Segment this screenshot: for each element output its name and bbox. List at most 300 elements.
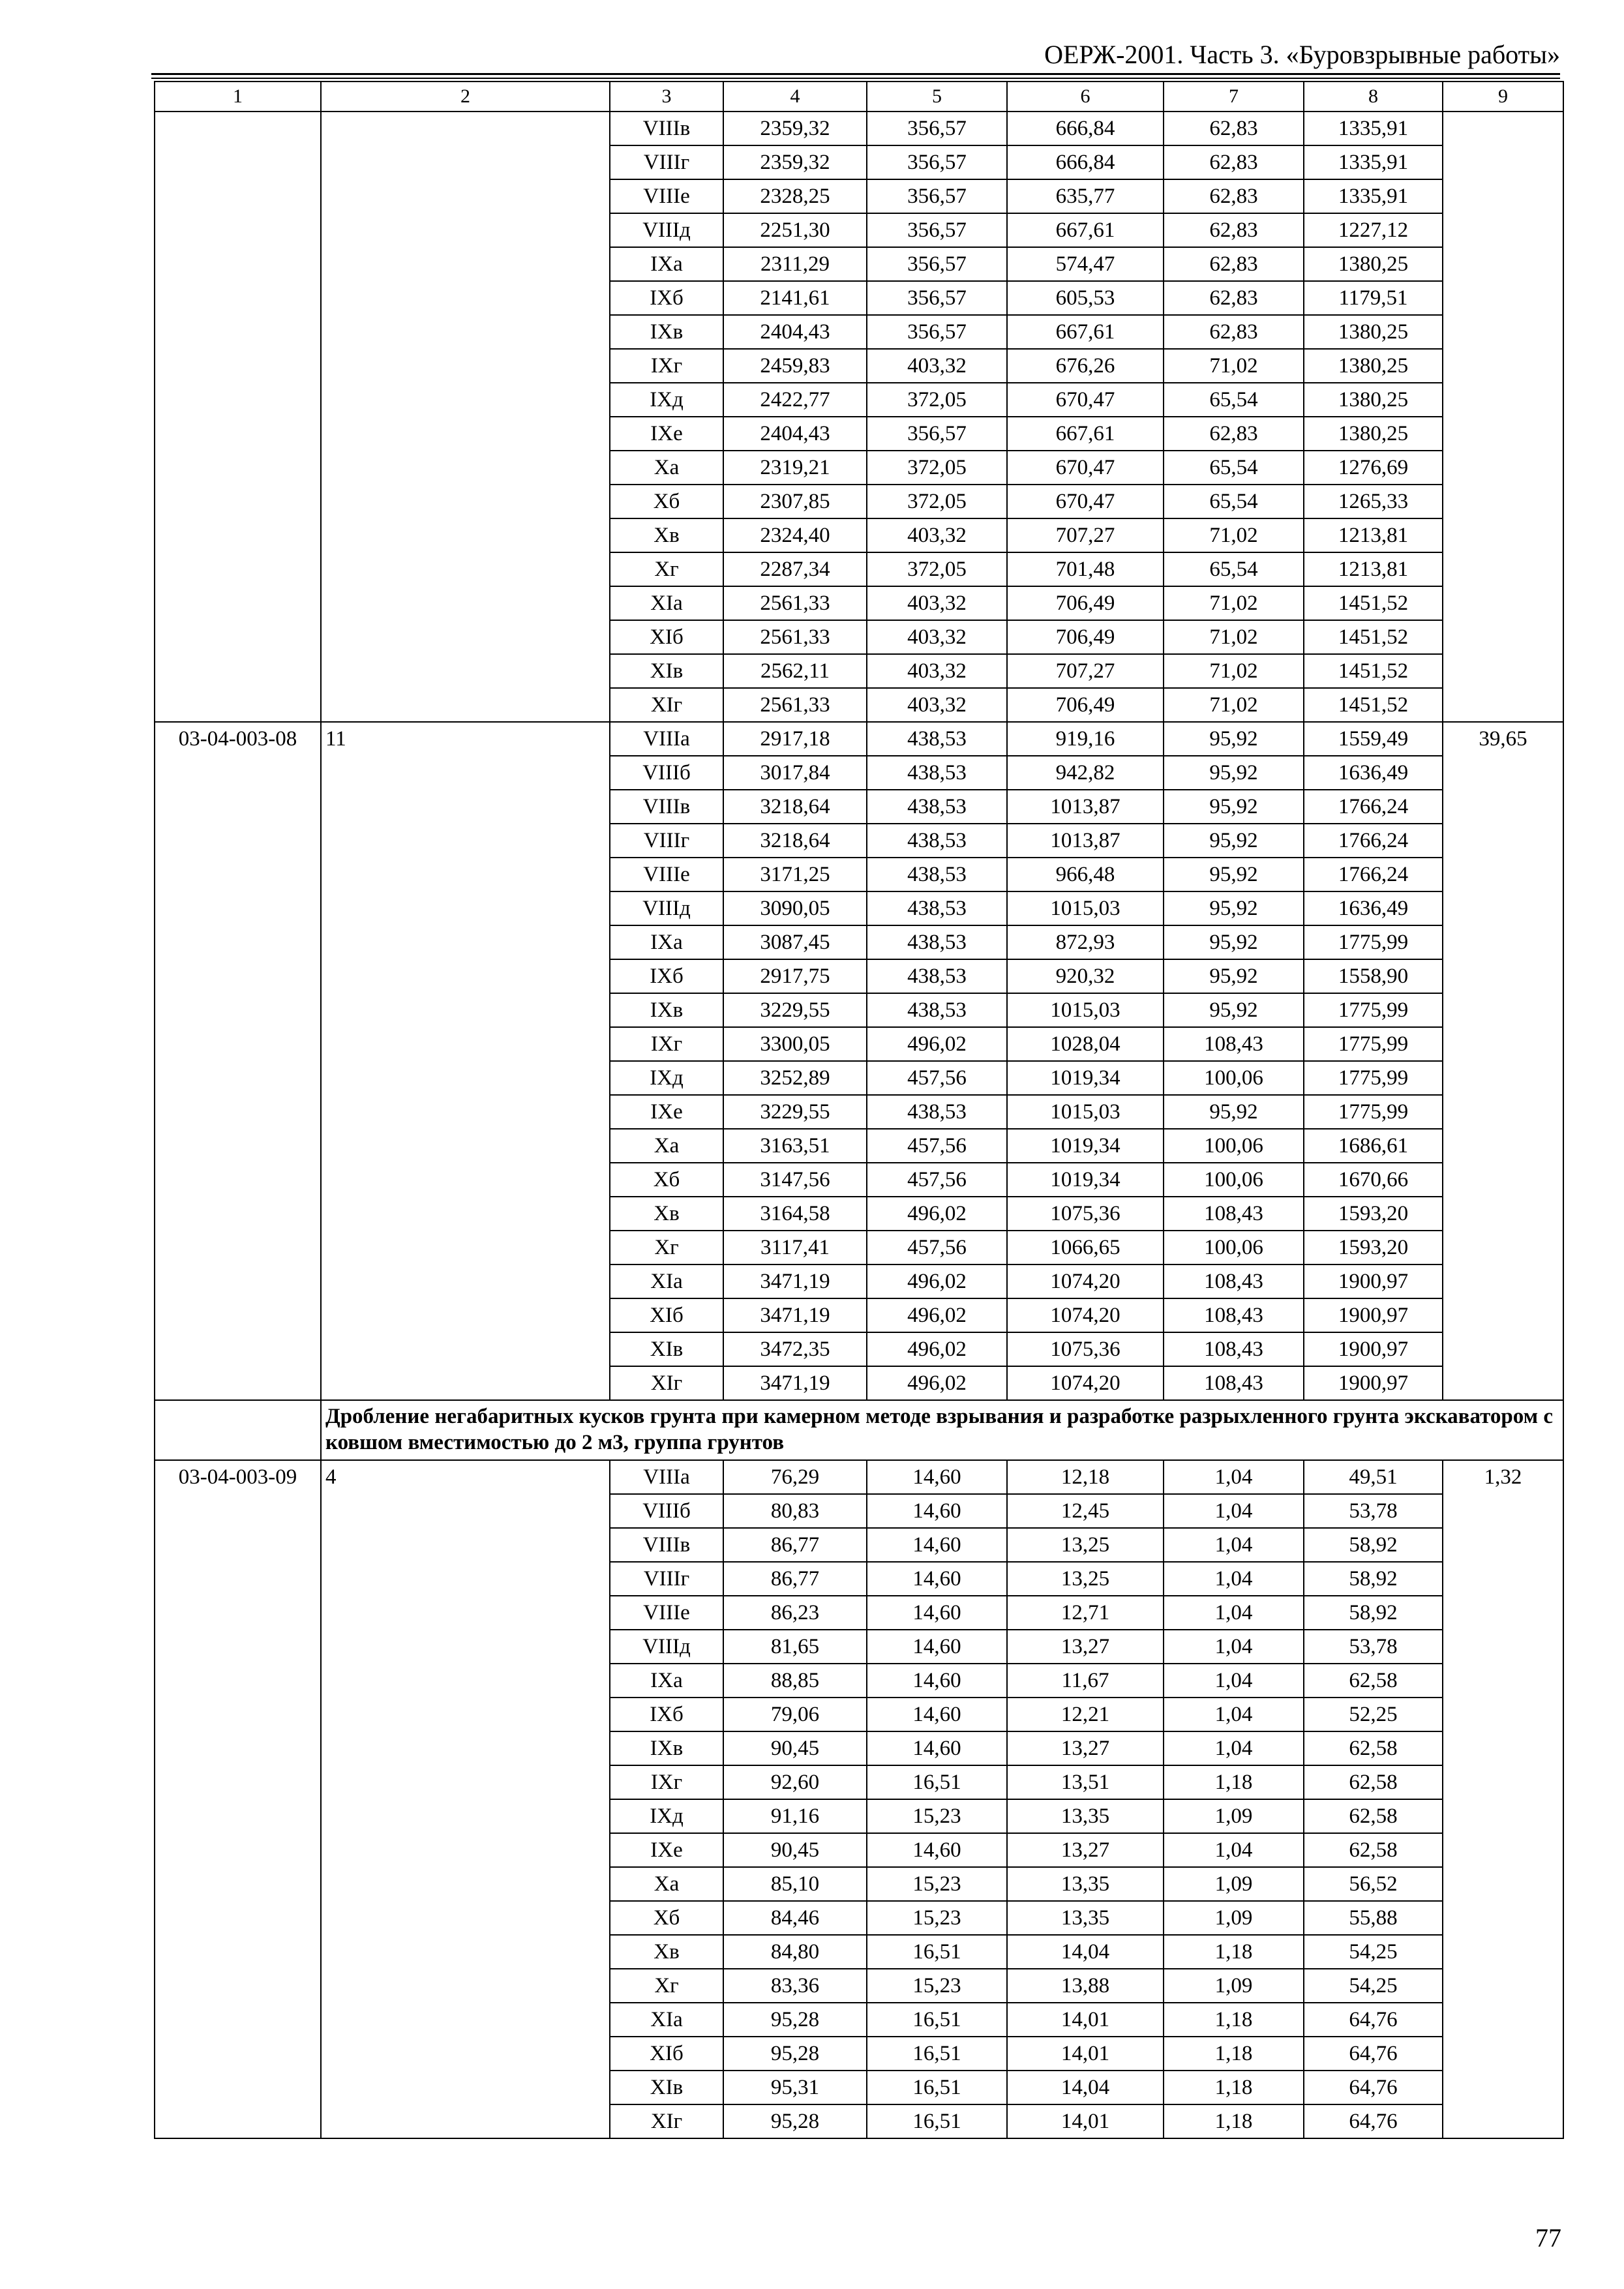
soil-group-cell: IXб (610, 281, 723, 315)
soil-group-cell: IXд (610, 1799, 723, 1833)
value-cell: 372,05 (867, 383, 1007, 417)
value-cell: 457,56 (867, 1061, 1007, 1095)
value-cell: 1,18 (1164, 2104, 1304, 2138)
soil-group-cell: VIIIг (610, 1562, 723, 1596)
value-cell: 3471,19 (723, 1298, 867, 1332)
value-cell: 438,53 (867, 891, 1007, 925)
value-cell: 1335,91 (1304, 145, 1443, 179)
soil-group-cell: IXг (610, 1027, 723, 1061)
value-cell: 457,56 (867, 1129, 1007, 1163)
value-cell: 457,56 (867, 1231, 1007, 1264)
soil-group-cell: IXа (610, 1664, 723, 1698)
soil-group-cell: IXв (610, 993, 723, 1027)
value-cell: 1,04 (1164, 1833, 1304, 1867)
value-cell: 2422,77 (723, 383, 867, 417)
soil-group-cell: Xа (610, 1867, 723, 1901)
value-cell: 54,25 (1304, 1935, 1443, 1969)
value-cell: 13,88 (1007, 1969, 1164, 2003)
value-cell: 1900,97 (1304, 1332, 1443, 1366)
soil-group-cell: XIв (610, 654, 723, 688)
value-cell: 356,57 (867, 179, 1007, 213)
value-cell: 62,58 (1304, 1765, 1443, 1799)
value-cell: 1015,03 (1007, 891, 1164, 925)
value-cell: 3171,25 (723, 858, 867, 891)
value-cell: 706,49 (1007, 586, 1164, 620)
value-cell: 1,09 (1164, 1969, 1304, 2003)
value-cell: 1900,97 (1304, 1298, 1443, 1332)
column-number: 2 (321, 82, 610, 112)
value-cell: 16,51 (867, 2104, 1007, 2138)
soil-group-cell: VIIIв (610, 790, 723, 824)
value-cell: 14,60 (867, 1833, 1007, 1867)
value-cell: 1265,33 (1304, 485, 1443, 518)
value-cell: 71,02 (1164, 688, 1304, 722)
value-cell: 1019,34 (1007, 1163, 1164, 1197)
value-cell: 1179,51 (1304, 281, 1443, 315)
value-cell: 635,77 (1007, 179, 1164, 213)
value-cell: 54,25 (1304, 1969, 1443, 2003)
value-cell: 64,76 (1304, 2071, 1443, 2104)
value-cell: 1636,49 (1304, 756, 1443, 790)
value-cell: 1015,03 (1007, 993, 1164, 1027)
value-cell: 80,83 (723, 1494, 867, 1528)
value-cell: 95,28 (723, 2037, 867, 2071)
code-cell (155, 112, 321, 722)
num-cell (321, 112, 610, 722)
value-cell: 372,05 (867, 552, 1007, 586)
value-cell: 356,57 (867, 145, 1007, 179)
value-cell: 1766,24 (1304, 790, 1443, 824)
soil-group-cell: XIа (610, 1264, 723, 1298)
value-cell: 3017,84 (723, 756, 867, 790)
table-row (155, 1460, 1563, 1494)
value-cell: 52,25 (1304, 1698, 1443, 1731)
col9-cell (1443, 112, 1563, 722)
value-cell: 13,25 (1007, 1562, 1164, 1596)
value-cell: 1074,20 (1007, 1298, 1164, 1332)
value-cell: 403,32 (867, 518, 1007, 552)
value-cell: 13,25 (1007, 1528, 1164, 1562)
value-cell: 14,60 (867, 1630, 1007, 1664)
column-number: 6 (1007, 82, 1164, 112)
soil-group-cell: IXг (610, 1765, 723, 1799)
header-rule-thin (151, 78, 1560, 79)
soil-group-cell: VIIIб (610, 756, 723, 790)
value-cell: 85,10 (723, 1867, 867, 1901)
value-cell: 64,76 (1304, 2003, 1443, 2037)
value-cell: 1213,81 (1304, 552, 1443, 586)
value-cell: 71,02 (1164, 518, 1304, 552)
value-cell: 1213,81 (1304, 518, 1443, 552)
value-cell: 1013,87 (1007, 790, 1164, 824)
value-cell: 1686,61 (1304, 1129, 1443, 1163)
value-cell: 14,60 (867, 1596, 1007, 1630)
soil-group-cell: IXе (610, 417, 723, 451)
value-cell: 65,54 (1164, 451, 1304, 485)
value-cell: 1559,49 (1304, 722, 1443, 756)
value-cell: 62,58 (1304, 1799, 1443, 1833)
column-number-row (155, 82, 1563, 112)
value-cell: 76,29 (723, 1460, 867, 1494)
value-cell: 438,53 (867, 790, 1007, 824)
value-cell: 403,32 (867, 586, 1007, 620)
value-cell: 13,27 (1007, 1731, 1164, 1765)
value-cell: 12,45 (1007, 1494, 1164, 1528)
value-cell: 372,05 (867, 451, 1007, 485)
value-cell: 15,23 (867, 1867, 1007, 1901)
value-cell: 86,23 (723, 1596, 867, 1630)
value-cell: 1380,25 (1304, 247, 1443, 281)
value-cell: 1636,49 (1304, 891, 1443, 925)
value-cell: 16,51 (867, 1935, 1007, 1969)
value-cell: 3471,19 (723, 1264, 867, 1298)
value-cell: 3300,05 (723, 1027, 867, 1061)
value-cell: 79,06 (723, 1698, 867, 1731)
value-cell: 2917,18 (723, 722, 867, 756)
value-cell: 100,06 (1164, 1061, 1304, 1095)
value-cell: 14,60 (867, 1698, 1007, 1731)
value-cell: 1451,52 (1304, 620, 1443, 654)
soil-group-cell: IXе (610, 1095, 723, 1129)
value-cell: 3117,41 (723, 1231, 867, 1264)
value-cell: 1,18 (1164, 1765, 1304, 1799)
value-cell: 1066,65 (1007, 1231, 1164, 1264)
value-cell: 1,18 (1164, 2037, 1304, 2071)
table-row (155, 112, 1563, 145)
value-cell: 1,09 (1164, 1901, 1304, 1935)
value-cell: 667,61 (1007, 315, 1164, 349)
value-cell: 1,09 (1164, 1799, 1304, 1833)
value-cell: 14,60 (867, 1528, 1007, 1562)
soil-group-cell: XIа (610, 586, 723, 620)
soil-group-cell: Xг (610, 552, 723, 586)
value-cell: 1775,99 (1304, 993, 1443, 1027)
value-cell: 71,02 (1164, 620, 1304, 654)
value-cell: 3163,51 (723, 1129, 867, 1163)
value-cell: 16,51 (867, 2071, 1007, 2104)
value-cell: 1670,66 (1304, 1163, 1443, 1197)
value-cell: 71,02 (1164, 586, 1304, 620)
column-number: 3 (610, 82, 723, 112)
soil-group-cell: IXд (610, 383, 723, 417)
section-row (155, 1400, 1563, 1460)
value-cell: 62,58 (1304, 1731, 1443, 1765)
value-cell: 58,92 (1304, 1596, 1443, 1630)
value-cell: 13,51 (1007, 1765, 1164, 1799)
value-cell: 16,51 (867, 2037, 1007, 2071)
value-cell: 438,53 (867, 722, 1007, 756)
value-cell: 2307,85 (723, 485, 867, 518)
value-cell: 666,84 (1007, 145, 1164, 179)
value-cell: 1380,25 (1304, 417, 1443, 451)
value-cell: 81,65 (723, 1630, 867, 1664)
soil-group-cell: XIб (610, 1298, 723, 1332)
soil-group-cell: Xв (610, 1197, 723, 1231)
value-cell: 356,57 (867, 315, 1007, 349)
value-cell: 438,53 (867, 824, 1007, 858)
value-cell: 1335,91 (1304, 112, 1443, 145)
soil-group-cell: Xв (610, 518, 723, 552)
soil-group-cell: VIIIд (610, 891, 723, 925)
value-cell: 1074,20 (1007, 1366, 1164, 1400)
value-cell: 14,01 (1007, 2037, 1164, 2071)
value-cell: 438,53 (867, 959, 1007, 993)
value-cell: 1075,36 (1007, 1332, 1164, 1366)
soil-group-cell: IXе (610, 1833, 723, 1867)
value-cell: 62,58 (1304, 1664, 1443, 1698)
table-row (155, 722, 1563, 756)
value-cell: 95,92 (1164, 824, 1304, 858)
value-cell: 372,05 (867, 485, 1007, 518)
value-cell: 438,53 (867, 993, 1007, 1027)
value-cell: 356,57 (867, 281, 1007, 315)
value-cell: 496,02 (867, 1264, 1007, 1298)
value-cell: 13,35 (1007, 1901, 1164, 1935)
value-cell: 403,32 (867, 620, 1007, 654)
soil-group-cell: VIIIд (610, 213, 723, 247)
value-cell: 14,60 (867, 1731, 1007, 1765)
value-cell: 2404,43 (723, 417, 867, 451)
value-cell: 14,60 (867, 1562, 1007, 1596)
value-cell: 1,04 (1164, 1630, 1304, 1664)
value-cell: 2359,32 (723, 145, 867, 179)
soil-group-cell: Xб (610, 485, 723, 518)
value-cell: 872,93 (1007, 925, 1164, 959)
value-cell: 1593,20 (1304, 1231, 1443, 1264)
value-cell: 496,02 (867, 1197, 1007, 1231)
value-cell: 12,18 (1007, 1460, 1164, 1494)
value-cell: 58,92 (1304, 1562, 1443, 1596)
value-cell: 356,57 (867, 417, 1007, 451)
value-cell: 11,67 (1007, 1664, 1164, 1698)
value-cell: 55,88 (1304, 1901, 1443, 1935)
value-cell: 91,16 (723, 1799, 867, 1833)
value-cell: 438,53 (867, 756, 1007, 790)
value-cell: 1,04 (1164, 1596, 1304, 1630)
value-cell: 1,04 (1164, 1528, 1304, 1562)
value-cell: 14,04 (1007, 2071, 1164, 2104)
soil-group-cell: VIIIа (610, 722, 723, 756)
value-cell: 62,58 (1304, 1833, 1443, 1867)
value-cell: 95,92 (1164, 756, 1304, 790)
value-cell: 1451,52 (1304, 654, 1443, 688)
value-cell: 95,92 (1164, 959, 1304, 993)
value-cell: 356,57 (867, 213, 1007, 247)
soil-group-cell: Xа (610, 1129, 723, 1163)
soil-group-cell: IXа (610, 925, 723, 959)
value-cell: 3218,64 (723, 824, 867, 858)
value-cell: 95,92 (1164, 722, 1304, 756)
value-cell: 53,78 (1304, 1494, 1443, 1528)
value-cell: 1775,99 (1304, 1061, 1443, 1095)
value-cell: 1019,34 (1007, 1129, 1164, 1163)
value-cell: 108,43 (1164, 1264, 1304, 1298)
value-cell: 108,43 (1164, 1332, 1304, 1366)
value-cell: 1,18 (1164, 1935, 1304, 1969)
value-cell: 1,04 (1164, 1698, 1304, 1731)
value-cell: 58,92 (1304, 1528, 1443, 1562)
soil-group-cell: XIб (610, 620, 723, 654)
value-cell: 12,71 (1007, 1596, 1164, 1630)
column-number: 8 (1304, 82, 1443, 112)
value-cell: 3229,55 (723, 993, 867, 1027)
value-cell: 13,35 (1007, 1799, 1164, 1833)
soil-group-cell: Xг (610, 1231, 723, 1264)
column-number: 1 (155, 82, 321, 112)
value-cell: 1015,03 (1007, 1095, 1164, 1129)
value-cell: 403,32 (867, 654, 1007, 688)
value-cell: 62,83 (1164, 179, 1304, 213)
value-cell: 1451,52 (1304, 586, 1443, 620)
soil-group-cell: XIа (610, 2003, 723, 2037)
value-cell: 1335,91 (1304, 179, 1443, 213)
value-cell: 966,48 (1007, 858, 1164, 891)
value-cell: 2561,33 (723, 620, 867, 654)
value-cell: 86,77 (723, 1528, 867, 1562)
value-cell: 2359,32 (723, 112, 867, 145)
value-cell: 64,76 (1304, 2037, 1443, 2071)
value-cell: 15,23 (867, 1969, 1007, 2003)
value-cell: 3471,19 (723, 1366, 867, 1400)
value-cell: 496,02 (867, 1366, 1007, 1400)
section-title: Дробление негабаритных кусков грунта при камерном методе взрывания и разработке разрыхленного грунта экскаватором с ковшом вместимостью до 2 м3, группа грунтов (321, 1400, 1563, 1460)
value-cell: 706,49 (1007, 688, 1164, 722)
soil-group-cell: Xб (610, 1163, 723, 1197)
value-cell: 16,51 (867, 1765, 1007, 1799)
value-cell: 1380,25 (1304, 315, 1443, 349)
soil-group-cell: IXв (610, 315, 723, 349)
value-cell: 65,54 (1164, 383, 1304, 417)
value-cell: 920,32 (1007, 959, 1164, 993)
value-cell: 64,76 (1304, 2104, 1443, 2138)
soil-group-cell: XIг (610, 1366, 723, 1400)
soil-group-cell: Xв (610, 1935, 723, 1969)
value-cell: 457,56 (867, 1163, 1007, 1197)
value-cell: 90,45 (723, 1833, 867, 1867)
soil-group-cell: VIIIе (610, 1596, 723, 1630)
section-spacer (155, 1400, 321, 1460)
soil-group-cell: Xб (610, 1901, 723, 1935)
column-number: 4 (723, 82, 867, 112)
value-cell: 942,82 (1007, 756, 1164, 790)
value-cell: 3164,58 (723, 1197, 867, 1231)
value-cell: 71,02 (1164, 654, 1304, 688)
value-cell: 2561,33 (723, 586, 867, 620)
value-cell: 100,06 (1164, 1129, 1304, 1163)
value-cell: 2328,25 (723, 179, 867, 213)
value-cell: 605,53 (1007, 281, 1164, 315)
value-cell: 1451,52 (1304, 688, 1443, 722)
value-cell: 1013,87 (1007, 824, 1164, 858)
value-cell: 2459,83 (723, 349, 867, 383)
value-cell: 1593,20 (1304, 1197, 1443, 1231)
col9-cell: 1,32 (1443, 1460, 1563, 2138)
value-cell: 1380,25 (1304, 349, 1443, 383)
value-cell: 14,01 (1007, 2003, 1164, 2037)
value-cell: 666,84 (1007, 112, 1164, 145)
col9-cell: 39,65 (1443, 722, 1563, 1400)
value-cell: 667,61 (1007, 417, 1164, 451)
value-cell: 62,83 (1164, 315, 1304, 349)
soil-group-cell: Xг (610, 1969, 723, 2003)
soil-group-cell: VIIIд (610, 1630, 723, 1664)
value-cell: 108,43 (1164, 1298, 1304, 1332)
soil-group-cell: XIв (610, 2071, 723, 2104)
value-cell: 1900,97 (1304, 1264, 1443, 1298)
soil-group-cell: VIIIв (610, 112, 723, 145)
value-cell: 2562,11 (723, 654, 867, 688)
value-cell: 14,60 (867, 1460, 1007, 1494)
soil-group-cell: VIIIе (610, 858, 723, 891)
value-cell: 92,60 (723, 1765, 867, 1799)
num-cell: 4 (321, 1460, 610, 2138)
page-number: 77 (1535, 2223, 1561, 2252)
soil-group-cell: IXа (610, 247, 723, 281)
value-cell: 3252,89 (723, 1061, 867, 1095)
soil-group-cell: IXд (610, 1061, 723, 1095)
value-cell: 108,43 (1164, 1027, 1304, 1061)
value-cell: 3229,55 (723, 1095, 867, 1129)
value-cell: 84,80 (723, 1935, 867, 1969)
value-cell: 62,83 (1164, 213, 1304, 247)
value-cell: 14,01 (1007, 2104, 1164, 2138)
value-cell: 1775,99 (1304, 1095, 1443, 1129)
num-cell: 11 (321, 722, 610, 1400)
value-cell: 1775,99 (1304, 925, 1443, 959)
value-cell: 108,43 (1164, 1366, 1304, 1400)
value-cell: 2311,29 (723, 247, 867, 281)
soil-group-cell: IXб (610, 1698, 723, 1731)
value-cell: 95,92 (1164, 993, 1304, 1027)
value-cell: 100,06 (1164, 1231, 1304, 1264)
page-header: ОЕРЖ-2001. Часть 3. «Буровзрывные работы» (1044, 40, 1560, 69)
value-cell: 2141,61 (723, 281, 867, 315)
value-cell: 71,02 (1164, 349, 1304, 383)
value-cell: 919,16 (1007, 722, 1164, 756)
value-cell: 3147,56 (723, 1163, 867, 1197)
header-rule (151, 73, 1560, 75)
value-cell: 438,53 (867, 1095, 1007, 1129)
code-cell: 03-04-003-09 (155, 1460, 321, 2138)
value-cell: 438,53 (867, 858, 1007, 891)
value-cell: 1028,04 (1007, 1027, 1164, 1061)
value-cell: 53,78 (1304, 1630, 1443, 1664)
value-cell: 1,18 (1164, 2003, 1304, 2037)
value-cell: 14,60 (867, 1494, 1007, 1528)
value-cell: 574,47 (1007, 247, 1164, 281)
value-cell: 95,92 (1164, 925, 1304, 959)
value-cell: 1074,20 (1007, 1264, 1164, 1298)
value-cell: 676,26 (1007, 349, 1164, 383)
value-cell: 13,27 (1007, 1630, 1164, 1664)
value-cell: 707,27 (1007, 654, 1164, 688)
code-cell: 03-04-003-08 (155, 722, 321, 1400)
value-cell: 670,47 (1007, 451, 1164, 485)
soil-group-cell: IXб (610, 959, 723, 993)
soil-group-cell: VIIIе (610, 179, 723, 213)
value-cell: 88,85 (723, 1664, 867, 1698)
value-cell: 356,57 (867, 112, 1007, 145)
value-cell: 3218,64 (723, 790, 867, 824)
value-cell: 2287,34 (723, 552, 867, 586)
value-cell: 670,47 (1007, 383, 1164, 417)
value-cell: 56,52 (1304, 1867, 1443, 1901)
soil-group-cell: IXв (610, 1731, 723, 1765)
value-cell: 65,54 (1164, 485, 1304, 518)
value-cell: 707,27 (1007, 518, 1164, 552)
value-cell: 1,04 (1164, 1562, 1304, 1596)
column-number: 9 (1443, 82, 1563, 112)
